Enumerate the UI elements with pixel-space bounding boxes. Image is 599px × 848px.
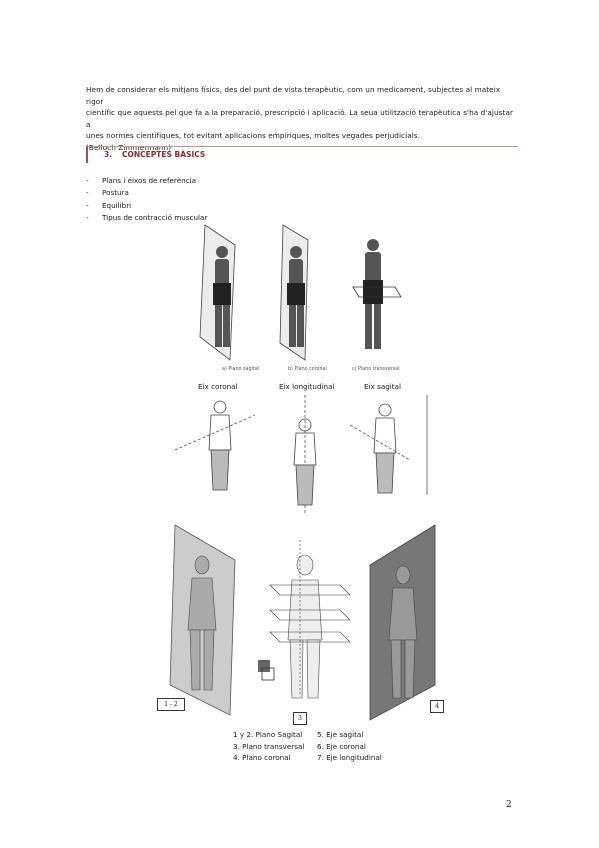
intro-line: científic que aquests pel que fa a la preparació, prescripció i aplicació. La seua utilització terapèutica s'ha d'ajustar a	[86, 108, 514, 129]
figure-tag: 4	[430, 700, 444, 713]
axes-illustration	[175, 395, 415, 515]
page-number: 2	[506, 800, 512, 810]
plane-subcaption: c) Plano transversal	[352, 367, 400, 372]
intro-line: unes normes científiques, tot evitant aplicacions empíriques, moltes vegades perjudicials.	[86, 131, 421, 140]
planes-illustration	[195, 225, 405, 360]
section-number: 3.	[104, 150, 113, 159]
plane-subcaption: a) Plano sagital	[222, 367, 259, 372]
legend-item: 5. Eje sagital	[317, 730, 364, 739]
legend-item: 6. Eje coronal	[317, 741, 366, 751]
intro-paragraph	[86, 84, 516, 153]
section-title: CONCEPTES BÀSICS	[122, 150, 206, 159]
legend-item: 1 y 2. Plano Sagital	[233, 730, 303, 739]
list-item: - Tipus de contracció muscular	[86, 212, 207, 224]
legend-item: 4. Plano coronal	[233, 753, 291, 762]
anatomy-planes-illustration	[160, 520, 450, 720]
figure-tag: 1 - 2	[157, 698, 185, 711]
legend-item: 3. Plano transversal	[233, 741, 305, 751]
figure-tag: 3	[293, 712, 307, 725]
list-item: - Postura	[86, 187, 207, 199]
list-item: - Plans i eixos de referència	[86, 175, 207, 187]
list-item: - Equilibri	[86, 200, 207, 212]
intro-line: Hem de considerar els mitjans físics, des del punt de vista terapèutic, com un medicament, subjectes al mateix rigor	[86, 85, 501, 106]
axis-caption: Eix sagital	[364, 382, 402, 391]
axis-caption: Eix longitudinal	[279, 382, 335, 391]
topic-list	[86, 175, 207, 224]
section-heading	[86, 146, 518, 163]
intro-citation: (Belloch Zimmermann)	[86, 142, 172, 152]
axis-caption: Eix coronal	[198, 382, 238, 391]
legend-item: 7. Eje longitudinal	[317, 753, 382, 762]
plane-subcaption: b) Plano coronal	[288, 367, 327, 372]
